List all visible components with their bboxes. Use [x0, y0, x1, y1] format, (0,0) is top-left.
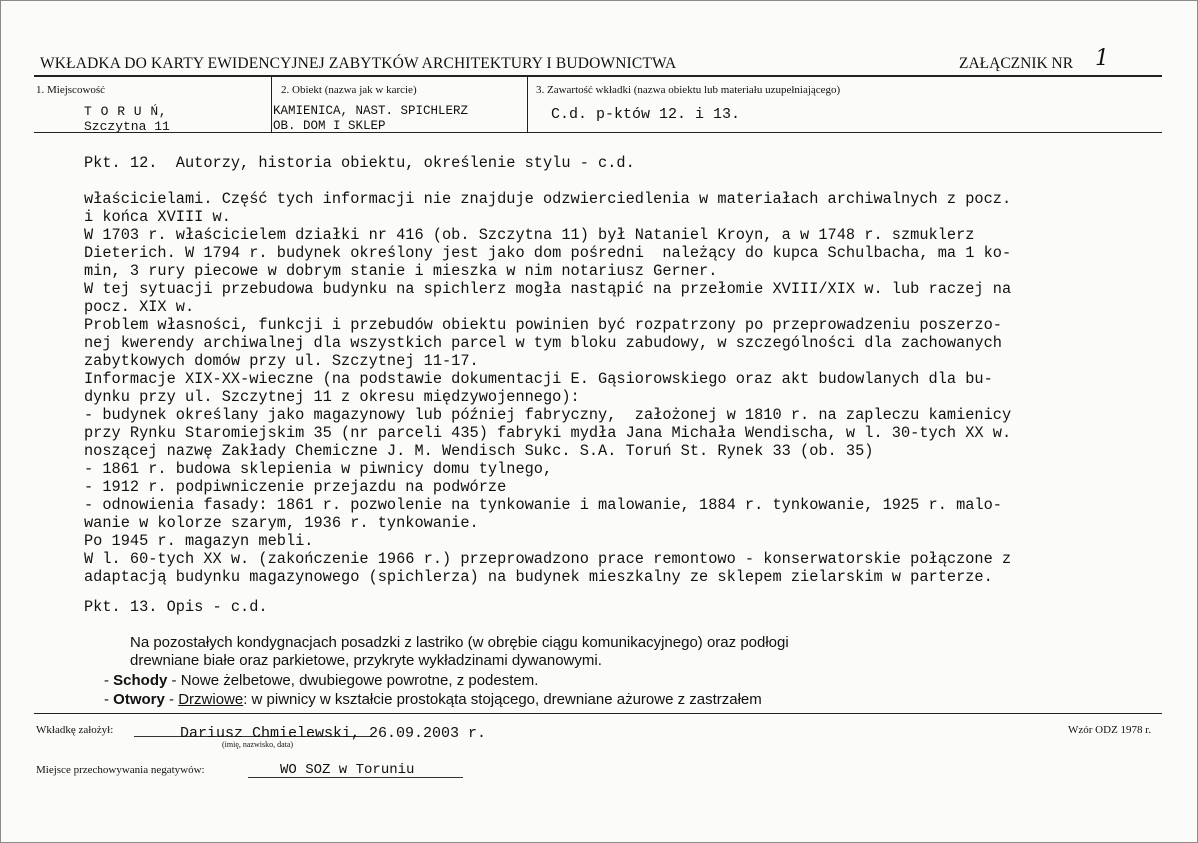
body-line-20: Po 1945 r. magazyn mebli. [84, 532, 314, 550]
bullet-stairs-text: - Nowe żelbetowe, dwubiegowe powrotne, z podestem. [167, 672, 539, 689]
section-12-heading: Pkt. 12. Autorzy, historia obiektu, określenie stylu - c.d. [84, 154, 635, 172]
body-line-13: - budynek określany jako magazynowy lub później fabryczny, założonej w 1810 r. na zapleczu kamienicy [84, 406, 1012, 424]
bullet-openings-title: Otwory [113, 691, 165, 708]
body-line-11: Informacje XIX-XX-wieczne (na podstawie dokumentacji E. Gąsiorowskiego oraz akt budowlanych dla bu- [84, 370, 993, 388]
template-label: Wzór ODZ 1978 r. [1068, 724, 1152, 736]
section-13-heading: Pkt. 13. Opis - c.d. [84, 598, 268, 616]
author-label: Wkładkę założył: [36, 724, 114, 736]
body-line-12: dynku przy ul. Szczytnej 11 z okresu międzywojennego): [84, 388, 580, 406]
body-line-16: - 1861 r. budowa sklepienia w piwnicy domu tylnego, [84, 460, 553, 478]
negatives-label: Miejsce przechowywania negatywów: [36, 764, 205, 776]
place-value-city: T O R U Ń, [84, 104, 168, 119]
column-divider-1 [271, 77, 272, 133]
content-value: C.d. p-któw 12. i 13. [551, 106, 741, 123]
footer-top-rule [34, 713, 1162, 714]
body-line-8: Problem własności, funkcji i przebudów obiektu powinien być rozpatrzony po przeprowadzeniu poszerzo- [84, 316, 1002, 334]
body-line-22: adaptacją budynku magazynowego (spichlerza) na budynek mieszkalny ze sklepem zielarskim w parterze. [84, 568, 993, 586]
object-label: 2. Obiekt (nazwa jak w karcie) [281, 84, 417, 96]
body-line-6: W tej sytuacji przebudowa budynku na spichlerz mogła nastąpić na przełomie XVIII/XIX w. lub raczej na [84, 280, 1012, 298]
body-line-4: Dieterich. W 1794 r. budynek określony jest jako dom pośredni należący do kupca Schulbacha, ma 1 ko- [84, 244, 1012, 262]
body-line-17: - 1912 r. podpiwniczenie przejazdu na podwórze [84, 478, 507, 496]
body-line-3: W 1703 r. właścicielem działki nr 416 (ob. Szczytna 11) był Nataniel Kroyn, a w 1748 r. szmuklerz [84, 226, 975, 244]
section-13-line-1: Na pozostałych kondygnacjach posadzki z lastriko (w obrębie ciągu komunikacyjnego) oraz podłogi [130, 634, 789, 651]
header-top-rule [34, 75, 1162, 77]
annex-label: ZAŁĄCZNIK NR [959, 55, 1074, 72]
body-line-21: W l. 60-tych XX w. (zakończenie 1966 r.) przeprowadzono prace remontowo - konserwatorskie połączone z [84, 550, 1012, 568]
body-line-10: zabytkowych domów przy ul. Szczytnej 11-17. [84, 352, 479, 370]
author-caption: (imię, nazwisko, data) [222, 740, 294, 749]
bullet-openings-text: : w piwnicy w kształcie prostokąta stojącego, drewniane ażurowe z zastrzałem [243, 691, 762, 708]
body-line-5: min, 3 rury piecowe w dobrym stanie i mieszka w nim notariusz Gerner. [84, 262, 718, 280]
negatives-value: WO SOZ w Toruniu [280, 762, 415, 778]
body-line-9: nej kwerendy archiwalnej dla wszystkich parcel w tym bloku zabudowy, w szczególności dla zachowanych [84, 334, 1002, 352]
body-line-1: właścicielami. Część tych informacji nie znajduje odzwierciedlenia w materiałach archiwalnych z pocz. [84, 190, 1012, 208]
column-divider-2 [527, 77, 528, 133]
body-line-7: pocz. XIX w. [84, 298, 195, 316]
place-value-street: Szczytna 11 [84, 119, 170, 134]
section-13-line-2: drewniane białe oraz parkietowe, przykryte wykładzinami dywanowymi. [130, 652, 602, 669]
place-label: 1. Miejscowość [36, 84, 106, 96]
content-label: 3. Zawartość wkładki (nazwa obiektu lub materiału uzupełniającego) [536, 84, 841, 96]
document-title: WKŁADKA DO KARTY EWIDENCYJNEJ ZABYTKÓW ARCHITEKTURY I BUDOWNICTWA [40, 55, 677, 72]
bullet-stairs-title: Schody [113, 672, 168, 689]
bullet-openings: - Otwory - Drzwiowe: w piwnicy w kształcie prostokąta stojącego, drewniane ażurowe z zastrzałem [104, 691, 762, 708]
object-value-line1: KAMIENICA, NAST. SPICHLERZ [273, 104, 469, 118]
annex-number: 1 [1095, 46, 1109, 71]
bullet-stairs: - Schody - Nowe żelbetowe, dwubiegowe powrotne, z podestem. [104, 672, 539, 689]
bullet-openings-dash: - [164, 691, 179, 708]
bullet-openings-doors: Drzwiowe [178, 691, 244, 708]
header-bottom-rule [34, 132, 1162, 133]
body-line-14: przy Rynku Staromiejskim 35 (nr parceli 435) fabryki mydła Jana Michała Wendischa, w l. 30-tych XX w. [84, 424, 1012, 442]
body-line-2: i końca XVIII w. [84, 208, 231, 226]
body-line-19: wanie w kolorze szarym, 1936 r. tynkowanie. [84, 514, 479, 532]
object-value-line2: OB. DOM I SKLEP [273, 119, 386, 133]
author-value: Dariusz Chmielewski, 26.09.2003 r. [180, 725, 487, 742]
body-line-15: noszącej nazwę Zakłady Chemiczne J. M. Wendisch Sukc. S.A. Toruń St. Rynek 33 (ob. 35) [84, 442, 874, 460]
body-line-18: - odnowienia fasady: 1861 r. pozwolenie na tynkowanie i malowanie, 1884 r. tynkowanie, 1925 r. malo- [84, 496, 1002, 514]
